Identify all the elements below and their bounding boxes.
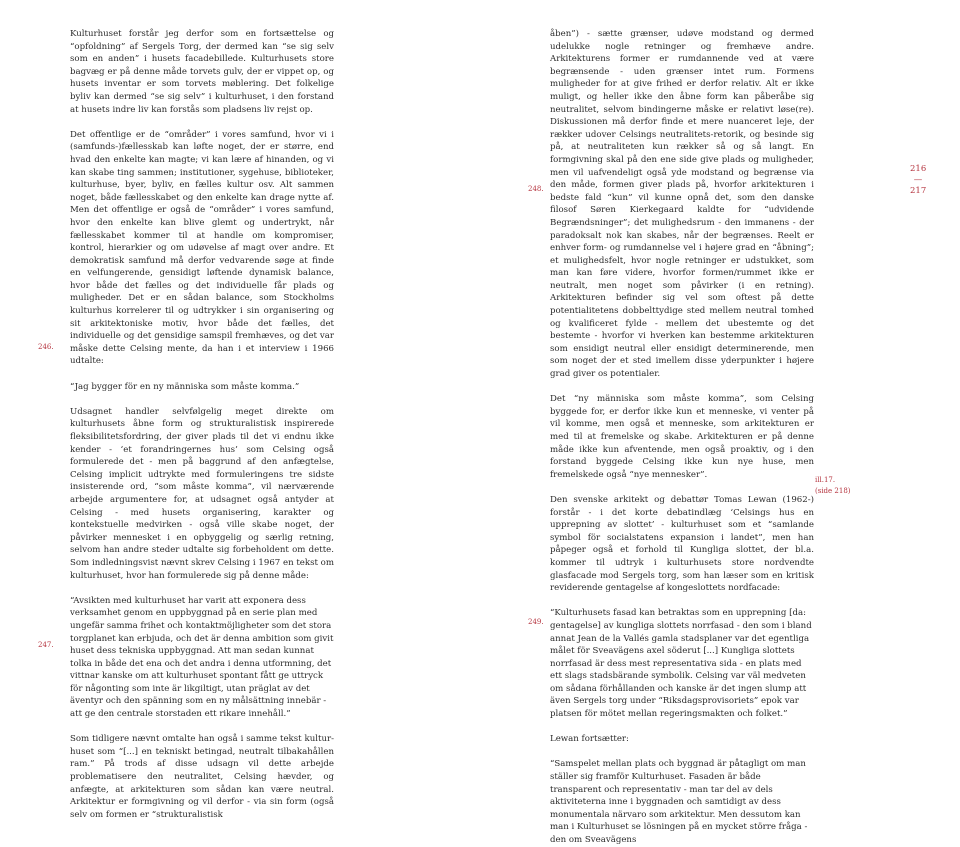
left-page-column — [70, 28, 334, 821]
paragraph: Som tidligere nævnt omtalte han også i samme tekst kulturhuset som “[...] en tekniskt betingad, neutralt tilbakahållen ram.” På trods af disse udsagn vil dette arbejde problematisere den neutralitet, Celsing hævder, og anfægte, at arkitekturen som sådan kan være neutral. Arkitektur er formgivning og vil derfor - via sin form (også selv om formen er “strukturalistisk — [70, 734, 334, 820]
paragraph: Udsagnet handler selvfølgelig meget direkte om kulturhusets åbne form og strukturalistisk inspirerede fleksibilitetsfordring, der giver plads til det vi endnu ikke kender - ‘et forandringernes hus’ som Celsing også formulerede det - men på baggrund af den anfægtelse, Celsing implicit udtrykte med formuleringens tre sidste insisterende ord, “som måste komma”, vil nærværende arbejde argumentere for, at udsagnet også antyder at Celsing - med husets organisering, karakter og kontekstuelle medvirken - også ville skabe noget, der påvirker mennesket i en opbyggelig og særlig retning, selvom han andre steder udtalte sig forbeholdent om dette. Som indledningsvist nævnt skrev Celsing i 1967 en tekst om kulturhuset, hvor han formulerede sig på denne måde: — [70, 406, 335, 581]
footnote-marker-248: 248. — [528, 185, 544, 193]
paragraph: Kulturhuset forstår jeg derfor som en fortsættelse og “opfoldning” af Sergels Torg, der dermed kan “se sig selv som en anden” i husets facadebillede. Kulturhusets store bagvæg er på denne måde torvets gulv, der er vippet op, og husets inventar er som torvets møblering. Det folkelige byliv kan dermed “se sig selv” i kulturhuset, i den forstand at husets indre liv kan forstås som pladsens liv rejst op. — [70, 29, 334, 115]
paragraph: Lewan fortsætter: — [550, 734, 629, 745]
right-page-column — [550, 28, 814, 847]
right-page-number: 217 — [910, 186, 927, 196]
left-page-number: 216 — [910, 164, 927, 174]
page-number-separator: — — [913, 175, 923, 185]
paragraph: Det “ny människa som måste komma”, som Celsing byggede for, er derfor ikke kun et menneske, vi venter på vil komme, men også et menneske, som arkitekturen er med til at fremelske og skabe. Arkitekturen er på denne måde ikke kun afventende, men også proaktiv, og i den forstand byggede Celsing ikke kun nye huse, men fremelskede også “nye mennesker”. — [550, 394, 814, 480]
footnote-marker-249: 249. — [528, 618, 544, 626]
block-quote: “Samspelet mellan plats och byggnad är påtagligt om man ställer sig framför Kulturhuset. Fasaden är både transparent och representativ - man tar del av dels aktiviteterna inne i byggnaden och samtidigt av dess monumentala närvaro som arkitektur. Men dessutom kan man i Kulturhuset se lösningen på en mycket större fråga - den om Sveavägens — [550, 759, 808, 845]
footnote-marker-246: 246. — [38, 343, 54, 351]
paragraph: Den svenske arkitekt og debattør Tomas Lewan (1962-) forstår - i det korte debatindlæg ‘Celsings hus en upprepning av slottet’ - kulturhuset som et “samlande symbol för socialstatens expansion i landet”, men han påpeger også et forhold til Kungliga slottet, der bl.a. kommer til udtryk i kulturhusets store nordvendte glasfacade mod Sergels torg, som han læser som en kritisk reviderende gentagelse af kongeslottets nordfacade: — [550, 494, 814, 594]
footnote-marker-247: 247. — [38, 641, 54, 649]
paragraph: åben”) - sætte grænser, udøve modstand og dermed udelukke nogle retninger og fremhæve andre. Arkitekturens former er rumdannende ved at være begrænsende - uden grænser intet rum. Formens muligheder for at give frihed er derfor relativ. Alt er ikke muligt, og heller ikke den åbne form kan påberåbe sig neutralitet, selvom bindingerne måske er relativt løse(re). Diskussionen må derfor finde et mere nuanceret leje, der rækker udover Celsings neutralitets-retorik, og besinde sig på, at neutraliteten kun rækker så og så langt. En formgivning skal på den ene side give plads og muligheder, men vil uafvendeligt også yde modstand og begrænse via den måde, formen giver plads på, hvorfor arkitekturen i bedste fald “kun” vil kunne opnå det, som den danske filosof Søren Kierkegaard kaldte for “udvidende Begrændsninger”; det mulighedsrum - den immanens - der paradoksalt nok kan skabes, når der begrænses. Reelt er enhver form- og rumdannelse vel i højere grad en “åbning”; et mulighedsfelt, hvor nogle retninger er udstukket, som man kan føre videre, hvorfor formen/rummet ikke er neutralt, men noget som påvirker (i en retning). Arkitekturen befinder sig vel som oftest på dette potentialitetens dobbelttydige sted mellem neutral tomhed og kvalificeret fylde - mellem det ubestemte og det bestemte - hvorfor vi hverken kan bestemme arkitekturen som ensidigt neutral eller ensidigt determinerende, men som noget der et sted imellem disse yderpunkter i højere grad giver os potentialer. — [550, 29, 814, 380]
block-quote: “Avsikten med kulturhuset har varit att exponera dess verksamhet genom en uppbyggnad på en serie plan med ungefär samma frihet och kontaktmöjligheter som det stora torgplanet kan erbjuda, och det är denna ambition som givit huset dess tekniska uppbyggnad. Att man sedan kunnat tolka in både det ena och det andra i denna utformning, det vittnar kanske om att kulturhuset spontant fått ge uttryck för någonting som inte är likgiltigt, utan präglat av det äventyr och den spänning som en ny målsättning innebär - att ge den centrale storstaden ett rikare innehåll.” — [70, 595, 334, 720]
block-quote: “Kulturhusets fasad kan betraktas som en upprepning [da: gentagelse] av kungliga slottets norrfasad - den som i bland annat Jean de la Vallés gamla stadsplaner var det egentliga målet för Sveavägens axel söderut [...] Kungliga slottets norrfasad är dess mest representativa sida - en plats med ett slags stadsbärande symbolik. Celsing var väl medveten om sådana förhållanden och kanske är det ingen slump att även Sergels torg under “Riksdagsprovisoriets” epok var platsen för mötet mellan regeringsmakten och folket.” — [550, 608, 812, 720]
illustration-reference: ill.17. — [815, 476, 836, 484]
paragraph: Det offentlige er de “områder” i vores samfund, hvor vi i (samfunds-)fællesskab kan løfte noget, der er større, end hvad den enkelte kan magte; vi kan lære af hinanden, og vi kan skabe ting sammen; institutioner, sygehuse, biblioteker, kulturhuse, byer, byliv, en fælles kultur osv. Alt sammen noget, både fællesskabet og den enkelte kan drage nytte af. Men det offentlige er også de “områder” i vores samfund, hvor den enkelte kan blive glemt og undertrykt, når fællesskabet kommer til at handle om kompromiser, kontrol, hierarkier og om udøvelse af magt over andre. Et demokratisk samfund må derfor vedvarende søge at finde en velfungerende, gensidigt løftende dynamisk balance, hvor både det fælles og det individuelle får plads og muligheder. Det er en sådan balance, som Stockholms kulturhus korrelerer til og udtrykker i sin organisering og sit arkitektoniske motiv, hvor både det fælles, det individuelle og det gensidige samspil fremhæves, og det var måske dette Celsing mente, da han i et interview i 1966 udtalte: — [70, 129, 334, 367]
illustration-page-reference: (side 218) — [815, 487, 851, 495]
page-number-indicator — [910, 164, 926, 197]
quote-line: “Jag bygger för en ny människa som måste komma.” — [70, 381, 300, 392]
